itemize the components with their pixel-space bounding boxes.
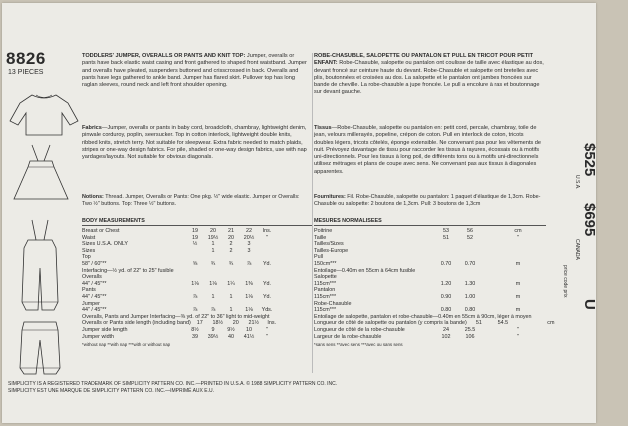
table-english-row (82, 301, 312, 308)
table-french-cell: 51 (475, 320, 482, 327)
table-french-row (314, 274, 546, 281)
table-french-row (314, 248, 546, 255)
table-english-cell (240, 287, 258, 294)
table-french-header: MESURES NORMALISEES (314, 218, 546, 226)
table-english-cell: 1 (229, 307, 233, 314)
table-english-cell: 19½ (207, 234, 219, 241)
table-french-cell (506, 248, 530, 255)
table-french-cell: 0.80 (464, 307, 476, 314)
table-french-cell (458, 301, 482, 308)
table-english-cell: 19 (192, 234, 198, 241)
table-english-cell: Ins. (267, 320, 277, 327)
table-french-row (314, 228, 546, 235)
table-french-cell (482, 274, 506, 281)
table-french-cell: 56 (467, 228, 473, 234)
table-french-cell (532, 314, 556, 321)
table-french-cell (506, 268, 530, 275)
table-english-cell: ⅝ (192, 260, 198, 267)
table-french-cell: 24 (443, 326, 449, 333)
table-english-row-label: 44" / 45"** (82, 307, 107, 314)
table-french-cell (482, 248, 506, 255)
table-english-cell: Yd. (262, 293, 272, 300)
table-english-cell (186, 287, 204, 294)
table-english-row-label: Interfacing—½ yd. of 22" to 25" fusible (82, 267, 174, 274)
table-french-row (314, 281, 546, 288)
table-french-cell (506, 274, 530, 281)
description-english (82, 53, 308, 89)
table-english-cell: 1 (211, 293, 215, 300)
table-french-cell: 1.00 (464, 293, 476, 300)
table-english-cell (258, 287, 276, 294)
table-english-cell: 10 (246, 326, 252, 333)
table-french-cell (458, 248, 482, 255)
table-english-cell: 39½ (207, 333, 219, 340)
table-french-cell (482, 254, 506, 261)
table-english-cell: 41½ (243, 333, 255, 340)
jumper-sketch (10, 143, 72, 205)
column-divider (312, 53, 313, 373)
table-english-cell: ½ (192, 241, 198, 248)
table-english-row (82, 241, 312, 248)
legal-notice (8, 381, 548, 395)
table-french-cell (482, 334, 506, 341)
table-english-cell (222, 301, 240, 308)
price-usa: $525 (581, 143, 598, 177)
fabrics-english-lead: Fabrics (82, 125, 102, 131)
table-french-row (314, 301, 546, 308)
table-french-row (314, 307, 546, 314)
description-french (314, 53, 544, 97)
price-canada-label: CANADA (574, 239, 580, 260)
table-french-cell (434, 248, 458, 255)
table-english-cell: ⅞ (192, 293, 198, 300)
table-french-footnote: *sans sens **avec sens ***avec ou sans sens (314, 342, 403, 348)
table-french-cell: cm (514, 228, 522, 234)
table-french-cell: m (515, 307, 521, 314)
table-french-row-label: Robe-Chasuble (314, 300, 352, 307)
table-english-cell: 20½ (243, 234, 255, 241)
table-english-cell: 20 (210, 228, 216, 234)
table-french-cell: m (515, 260, 521, 267)
table-french-row-label: 150cm*** (314, 260, 337, 267)
table-english-row-label: Overalls or Pants side length (including band) (82, 320, 191, 327)
table-french-cell (506, 287, 530, 294)
table-english-row (82, 281, 312, 288)
table-french-row-label: Largeur de la robe-chasuble (314, 333, 382, 340)
table-french-row-label: 115cm*** (314, 293, 337, 300)
table-english-cell (204, 287, 222, 294)
table-english-cell (240, 268, 258, 275)
fabrics-french-body: Robe-Chasuble, salopette ou pantalon en: petit cord, percale, chambray, toile de jean, velours millerayés, popeline, crépon de coton. Pull en interlock de coton, tricots doubles légers, tricots côtelés, éponge extensible. Ne convenant pas pour les vêtements de nuit. Prévoyez davantage de tissu pour raccorder les tissus à rayures, écossais ou à motifs uni-directionnels. Pour les tissus à long poil, de différents tons ou à motifs uni-directionnels utilisez métrages et plans de coupe avec sens. Ne convenant pas aux tissus à diagonales apparentes. (314, 125, 541, 175)
table-english-row (82, 314, 312, 321)
table-french-cell (434, 287, 458, 294)
table-english-cell (186, 248, 204, 255)
table-french-row (314, 287, 546, 294)
table-english-cell: Yds. (261, 307, 273, 314)
notions-french-body: Fil. Robe-Chasuble, salopette ou pantalon: 1 paquet d'élastique de 1,3cm. Robe-Chasuble ou salopette: 2 boutons de 1,3cm. Pull: 3 boutons de 1,3cm (314, 194, 541, 207)
table-french-row-label: 115cm*** (314, 280, 337, 287)
table-english-row-label: Waist (82, 234, 96, 241)
table-english-cell (258, 248, 276, 255)
description-english-lead: TODDLERS' JUMPER, OVERALLS OR PANTS AND KNIT TOP: (82, 53, 246, 59)
table-english-cell: Yd. (262, 260, 272, 267)
table-english-row-label: Sizes U.S.A. ONLY (82, 241, 129, 248)
price-canada: $695 (581, 203, 598, 237)
table-english-cell: 18½ (212, 320, 224, 327)
table-french-cell: " (517, 333, 519, 340)
table-english-row-label: 58" / 60"** (82, 260, 107, 267)
pattern-envelope-back (2, 3, 596, 423)
table-english-row (82, 274, 312, 281)
table-english-row (82, 261, 312, 268)
table-english-row (82, 327, 312, 334)
table-french-row-label: Longueur de côté de salopette ou pantalon (y compris la bande) (314, 320, 467, 327)
notions-english-body: Thread. Jumper, Overalls or Pants: One pkg. ½" wide elastic. Jumper or Overalls: Two ½" buttons. Top: Three ½" buttons. (82, 194, 300, 207)
table-french-row-label: Pantalon (314, 287, 336, 294)
table-french-row-label: Longueur de côté de la robe-chasuble (314, 326, 405, 333)
table-french-cell (434, 254, 458, 261)
table-english-cell: 21½ (248, 320, 260, 327)
table-french-row-label: Entoilage—0.40m en 55cm à 64cm fusible (314, 267, 416, 274)
table-french-row-label: Pull (314, 254, 323, 261)
table-french-row (314, 268, 546, 275)
table-french-cell (580, 314, 604, 321)
table-english-header: BODY MEASUREMENTS (82, 218, 312, 226)
table-french-cell (506, 241, 530, 248)
table-english-row-label: Overalls, Pants and Jumper Interfacing—⅜ yd. of 22" to 36" light to mid-weight (82, 313, 270, 320)
table-english-cell: 1 (229, 293, 233, 300)
table-french-row-label: Tailles-Europe (314, 247, 349, 254)
table-french-cell: 1.30 (464, 280, 476, 287)
table-english-cell (222, 274, 240, 281)
table-english-cell: 1⅛ (191, 280, 199, 287)
table-english-cell: ⅞ (210, 307, 216, 314)
table-french-row-label: 115cm*** (314, 307, 337, 314)
table-french-row (314, 320, 555, 327)
price-code-label: price code prix (562, 265, 568, 298)
table-english-cell: 2 (229, 247, 233, 254)
description-french-lead: ROBE-CHASUBLE, SALOPETTE OU PANTALON ET PULL EN TRICOT POUR PETIT ENFANT: (314, 53, 534, 67)
table-english-cell: 2 (229, 241, 233, 248)
table-french-cell (458, 254, 482, 261)
legal-line-1: SIMPLICITY IS A REGISTERED TRADEMARK OF SIMPLICITY PATTERN CO. INC.—PRINTED IN U.S.A. © 1988 SIMPLICITY PATTERN CO. INC. (8, 381, 338, 387)
table-french-cell: 0.70 (440, 260, 452, 267)
table-french-row (314, 254, 546, 261)
table-english-cell (258, 268, 276, 275)
table-english-row-label: Jumper width (82, 333, 115, 340)
table-english-cell: 3 (247, 247, 251, 254)
fabrics-english: Fabrics—Jumper, overalls or pants in baby cord, broadcloth, chambray, lightweight denim, pinwale corduroy, poplin, seersucker. Top in cotton interlock, lightweight double knits, ribbed knits, stretch terry. Not suitable for sleepwear. Extra fabric needed to match plaids, stripes or one-way design fabrics. For pile, shaded or one-way design fabrics, use with nap yardages/layouts. Not suitable for obvious diagonals. (82, 125, 307, 161)
table-english-cell: 1 (211, 247, 215, 254)
table-french-cell (458, 274, 482, 281)
measurement-table-english (82, 218, 312, 347)
table-french-cell (434, 274, 458, 281)
table-english-cell: 1⅛ (245, 293, 253, 300)
table-english-cell (186, 254, 204, 261)
table-french-cell (434, 301, 458, 308)
table-english-cell (186, 301, 204, 308)
table-french-cell (482, 268, 506, 275)
table-french-cell (604, 314, 628, 321)
legal-line-2: SIMPLICITY EST UNE MARQUE DE SIMPLICITY PATTERN CO. INC.—IMPRIMÉ AUX E.U. (8, 388, 214, 394)
description-french-body: Robe-Chasuble, salopette ou pantalon ont coulisse de taille avec élastique au dos, devant froncé sur ceinture haute du devant. Robe-Chasuble et salopette ont bretelles avec plis, boutonnées et croisées au dos. La salopette et le pantalon ont jambes froncées sur bande de cheville. La robe-chasuble a jupe froncée. Le pull a encolure à ras et boutonnage sur devant gauche. (314, 60, 544, 96)
table-french-cell (458, 287, 482, 294)
table-french-cell: cm (547, 320, 555, 327)
table-english-row (82, 228, 312, 235)
table-french-cell: 106 (465, 333, 475, 340)
table-english-cell: 1 (211, 241, 215, 248)
table-english-cell: " (266, 333, 268, 340)
fabrics-french-lead: Tissus (314, 125, 332, 131)
table-french-cell: " (517, 326, 519, 333)
table-english-cell: " (266, 326, 268, 333)
table-french-cell: " (517, 234, 519, 241)
table-english-row (82, 294, 312, 301)
table-french-cell: m (515, 293, 521, 300)
table-french-cell (482, 241, 506, 248)
table-english-cell (204, 274, 222, 281)
table-english-row (82, 287, 312, 294)
table-english-cell: ¾ (228, 260, 234, 267)
table-french-row (314, 327, 546, 334)
table-french-cell (556, 314, 580, 321)
table-english-row (82, 248, 312, 255)
fabrics-french: Tissus—Robe-Chasuble, salopette ou pantalon en: petit cord, percale, chambray, toile de jean, velours millerayés, popeline, crépon de coton. Pull en interlock de coton, tricots doubles légers, tricots côtelés, éponge extensible. Ne convenant pas pour les vêtements de nuit. Prévoyez davantage de tissu pour raccorder les tissus à rayures, écossais ou à motifs uni-directionnels. Pour les tissus à long poil, de différents tons ou à motifs uni-directionnels utilisez métrages et plans de coupe avec sens. Ne convenant pas aux tissus à diagonales apparentes. (314, 125, 541, 175)
table-english-row (82, 320, 312, 327)
table-english-row-label: Sizes (82, 247, 96, 254)
notions-english (82, 194, 308, 208)
table-french-cell (482, 301, 506, 308)
table-english-cell: 9½ (227, 326, 235, 333)
description-english-body: Jumper, overalls or pants have back elastic waist casing and front gathered to shaped front waistband. Jumper and overalls have pleated, suspenders buttoned and crisscrossed in back. Overalls and pants have legs gathered to ankle band. Jumper has flared skirt. Pullover top has long raglan sleeves, round neck and left front shoulder opening. (82, 53, 307, 89)
table-french-cell (482, 261, 506, 268)
table-french-cell (515, 320, 539, 327)
notions-french-lead: Fournitures: (314, 194, 346, 200)
table-english-cell (240, 274, 258, 281)
table-french-row-label: Tailles/Sizes (314, 241, 344, 248)
table-english-row-label: Overalls (82, 274, 102, 281)
table-english-cell: 1⅛ (245, 307, 253, 314)
table-english-row (82, 254, 312, 261)
table-french-cell: 25.5 (464, 326, 476, 333)
table-french-cell: 52 (467, 234, 473, 241)
table-english-cell (240, 254, 258, 261)
table-english-cell: 3 (247, 241, 251, 248)
table-french-cell: 53 (443, 228, 449, 234)
table-english-cell: 19 (192, 228, 198, 234)
table-french-cell (434, 268, 458, 275)
table-english-cell: 40 (228, 333, 234, 340)
table-french-row-label: Poitrine (314, 228, 333, 234)
table-english-row-label: 44" / 45"** (82, 293, 107, 300)
table-english-cell: ⅞ (246, 260, 252, 267)
notions-french (314, 194, 544, 208)
price-code: U (581, 299, 598, 310)
table-english-cell (204, 254, 222, 261)
table-french-cell (482, 327, 506, 334)
table-english-cell: " (266, 234, 268, 241)
table-english-row (82, 268, 312, 275)
table-french-cell (506, 301, 530, 308)
table-english-cell (258, 301, 276, 308)
table-french-cell (482, 228, 506, 235)
fabrics-english-body: Jumper, overalls or pants in baby cord, broadcloth, chambray, lightweight denim, pinwale corduroy, poplin, seersucker. Top in cotton interlock, lightweight double knits, ribbed knits, stretch terry. Not suitable for sleepwear. Extra fabric needed to match plaids, stripes or one-way design fabrics. For pile, shaded or one-way design fabrics, use with nap yardages/layouts. Not suitable for obvious diagonals. (82, 125, 307, 161)
table-french-row (314, 314, 546, 321)
table-english-cell (186, 268, 204, 275)
table-french-cell (482, 307, 506, 314)
table-english-cell (204, 268, 222, 275)
table-english-cell (204, 301, 222, 308)
table-french-cell: 54.5 (497, 320, 509, 327)
table-english-cell (222, 268, 240, 275)
table-english-cell: 22 (246, 228, 252, 234)
table-french-row (314, 334, 546, 341)
table-english-cell (258, 274, 276, 281)
table-english-cell (240, 301, 258, 308)
table-english-cell: Yd. (262, 280, 272, 287)
table-english-row (82, 334, 312, 341)
table-english-row-label: Top (82, 254, 91, 261)
table-english-cell: 39 (192, 333, 198, 340)
notions-english-lead: Notions: (82, 194, 104, 200)
table-french-cell (458, 241, 482, 248)
table-english-row-label: Pants (82, 287, 96, 294)
table-english-cell (186, 274, 204, 281)
table-english-cell: 1⅛ (209, 280, 217, 287)
measurement-table-french (314, 218, 555, 348)
table-french-cell (434, 241, 458, 248)
table-english-cell: Ins. (262, 228, 272, 234)
table-english-cell: ⅞ (192, 307, 198, 314)
pattern-number: 8826 (6, 49, 46, 68)
table-english-row-label: 44" / 45"** (82, 280, 107, 287)
table-english-cell (288, 314, 306, 321)
overalls-sketch (14, 218, 66, 318)
table-french-cell: 51 (443, 234, 449, 241)
table-english-cell (258, 241, 276, 248)
table-french-row-label: Salopette (314, 274, 337, 281)
table-french-cell: 102 (441, 333, 451, 340)
table-english-cell (222, 254, 240, 261)
price-usa-label: U.S.A. (574, 175, 580, 190)
table-french-row-label: Taille (314, 234, 327, 241)
table-english-cell (222, 287, 240, 294)
table-french-row (314, 241, 546, 248)
table-english-row-label: Jumper side length (82, 326, 128, 333)
table-french-cell (482, 287, 506, 294)
table-french-row (314, 261, 546, 268)
knit-top-sketch (8, 91, 80, 137)
table-english-cell: 20 (228, 234, 234, 241)
table-french-row (314, 235, 546, 242)
table-french-cell (458, 268, 482, 275)
table-english-cell: ¾ (210, 260, 216, 267)
table-english-row-label: Jumper (82, 300, 100, 307)
table-french-cell: 1.20 (440, 280, 452, 287)
table-english-cell: 17 (196, 320, 203, 327)
table-english-cell (258, 254, 276, 261)
table-english-row (82, 235, 312, 242)
table-french-row-label: Entoilage de salopette, pantalon et robe-chasuble—0.40m en 55cm à 90cm, léger à moyen (314, 313, 532, 320)
table-french-cell: 0.90 (440, 293, 452, 300)
table-english-cell: 20 (232, 320, 239, 327)
table-english-cell (270, 314, 288, 321)
table-french-cell (482, 235, 506, 242)
table-french-cell (506, 254, 530, 261)
table-english-cell: 21 (228, 228, 234, 234)
table-english-footnote: *without nap **with nap ***with or without nap (82, 342, 171, 348)
table-english-cell: 9 (211, 326, 215, 333)
table-english-row-label: Breast or Chest (82, 228, 120, 234)
table-french-cell (482, 281, 506, 288)
pattern-pieces: 13 PIECES (8, 69, 44, 76)
table-french-row (314, 294, 546, 301)
table-french-cell (482, 294, 506, 301)
pants-sketch (14, 318, 66, 378)
table-french-cell: 0.70 (464, 260, 476, 267)
table-french-cell: m (515, 280, 521, 287)
table-english-row (82, 307, 312, 314)
table-english-cell: 8½ (191, 326, 199, 333)
table-english-cell: 1¼ (227, 280, 235, 287)
table-french-cell: 0.80 (440, 307, 452, 314)
table-english-cell: 1⅜ (245, 280, 253, 287)
